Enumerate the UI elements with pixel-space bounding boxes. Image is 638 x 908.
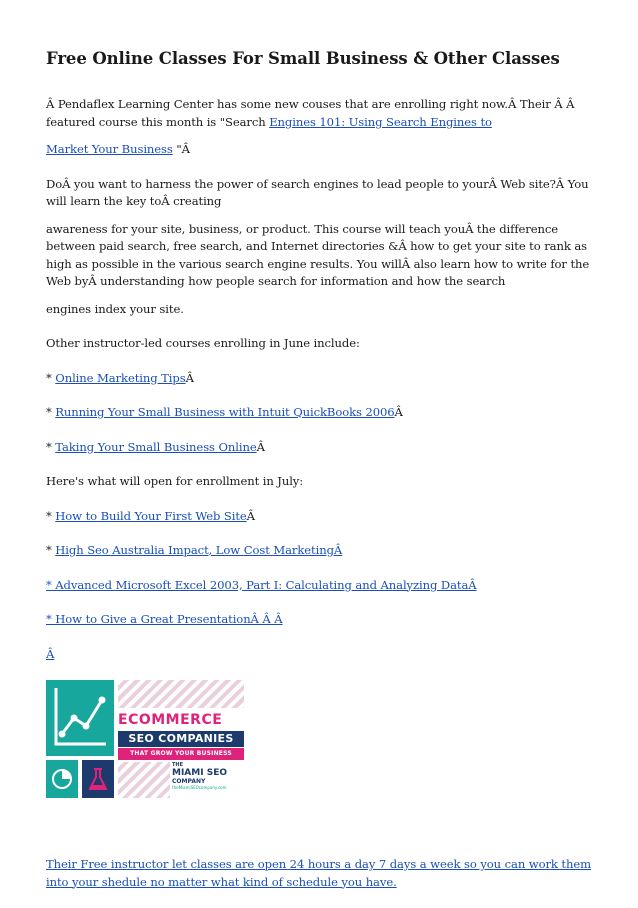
page-title: Free Online Classes For Small Business & Other Classes <box>46 49 560 68</box>
free-classes-link[interactable]: Their Free instructor let classes are open 24 hours a day 7 days a week so you can work them into your shedule no matter what kind of schedule you have. <box>46 857 592 889</box>
business-online-course-link[interactable]: Taking Your Small Business Online <box>55 439 257 454</box>
online-marketing-tips-link[interactable]: Online Marketing Tips <box>55 370 186 385</box>
intro-paragraph <box>46 96 598 131</box>
june-heading: Other instructor-led courses enrolling in June include: <box>46 336 360 350</box>
intro-paragraph-cont <box>46 141 598 159</box>
july-heading: Here's what will open for enrollment in July: <box>46 474 304 488</box>
body-paragraph-2: awareness for your site, business, or product. This course will teach youÂ the difference between paid search, free search, and Internet directories &Â how to get your site to rank as high as possible in the various search engine results. You willÂ also learn how to write for the Web byÂ understanding how people search for information and how the search <box>46 221 590 288</box>
quickbooks-course-link[interactable]: Running Your Small Business with Intuit QuickBooks 2006 <box>55 405 395 419</box>
search-engines-course-link[interactable]: Engines 101: Using Search Engines to <box>269 114 492 129</box>
list-item: * How to Build Your First Web SiteÂ <box>46 508 255 523</box>
seo-australia-link[interactable]: High Seo Australia Impact, Low Cost MarketingÂ <box>55 543 343 557</box>
empty-link[interactable]: Â <box>46 646 55 661</box>
line-chart-icon <box>46 680 114 756</box>
decorative-stripes <box>118 762 170 798</box>
banner-headline: ECOMMERCE <box>118 710 244 730</box>
market-your-business-link[interactable]: Market Your Business <box>46 142 173 156</box>
body-paragraph-3: engines index your site. <box>46 301 184 316</box>
flask-icon <box>82 760 114 798</box>
document-page <box>46 48 598 908</box>
footer-paragraph <box>46 856 598 891</box>
list-item: * Taking Your Small Business OnlineÂ <box>46 439 265 454</box>
banner-tagline: THAT GROW YOUR BUSINESS <box>118 748 244 760</box>
list-item: * Online Marketing TipsÂ <box>46 370 194 385</box>
list-item <box>46 611 598 629</box>
banner-subheadline: SEO COMPANIES <box>118 731 244 747</box>
seo-companies-banner <box>46 680 244 823</box>
build-web-site-link[interactable]: How to Build Your First Web Site <box>55 508 247 523</box>
body-paragraph-1: DoÂ you want to harness the power of search engines to lead people to yourÂ Web site?Â You will learn the key toÂ creating <box>46 176 589 208</box>
list-item <box>46 577 598 595</box>
list-item <box>46 646 598 664</box>
pie-chart-icon <box>46 760 78 798</box>
presentation-course-link[interactable]: * How to Give a Great PresentationÂ Â Â <box>46 612 283 626</box>
decorative-stripes <box>118 680 244 708</box>
company-logo: THE MIAMI SEO COMPANY theMiamiSEOcompany.com <box>172 762 244 802</box>
intro-tail: "Â <box>172 142 190 156</box>
intro-text: Â Pendaflex Learning Center has some new couses that are enrolling right now.Â Their Â Â featured course this month is "Search <box>46 97 575 129</box>
list-item: * Running Your Small Business with Intuit QuickBooks 2006Â <box>46 405 403 419</box>
list-item: * High Seo Australia Impact, Low Cost MarketingÂ <box>46 543 343 557</box>
excel-course-link[interactable]: * Advanced Microsoft Excel 2003, Part I: Calculating and Analyzing DataÂ <box>46 577 477 592</box>
